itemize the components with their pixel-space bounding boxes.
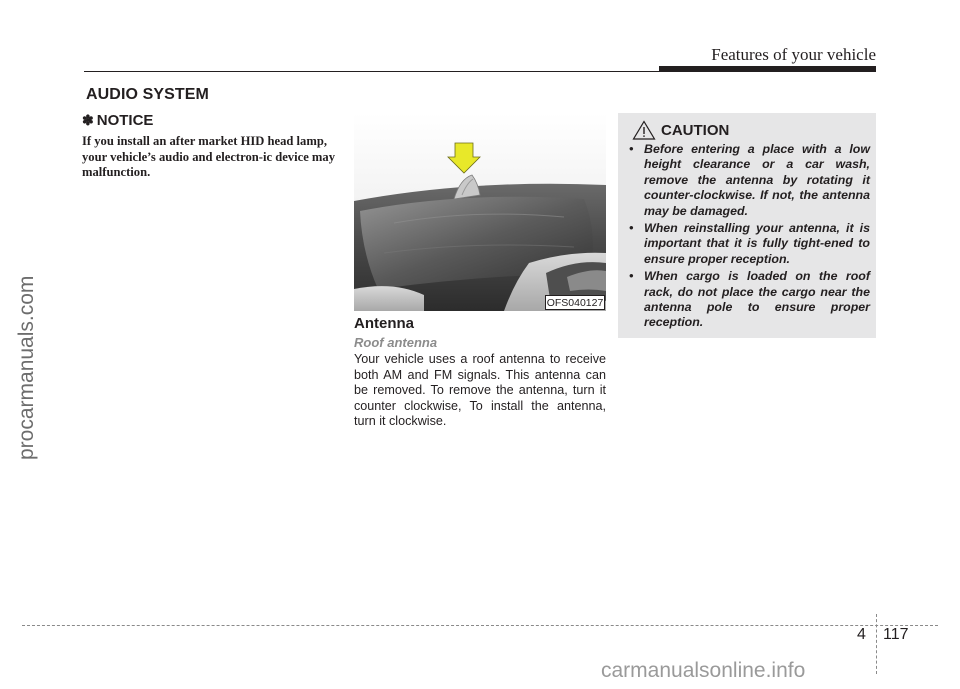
page-number: 117 [883, 626, 909, 643]
antenna-photo [354, 113, 606, 311]
caution-item: • Before entering a place with a low height clearance or a car wash, remove the antenna by rotating it counter-clockwise. If not, the antenna may be damaged. [629, 142, 870, 218]
antenna-heading: Antenna [354, 315, 414, 332]
bottom-watermark: carmanualsonline.info [601, 659, 806, 682]
car-roof-illustration [354, 113, 606, 311]
notice-star-icon: ✽ [82, 112, 94, 128]
caution-title: CAUTION [661, 122, 730, 139]
header-rule-thick [659, 66, 876, 72]
notice-heading [82, 112, 153, 129]
caution-item: • When cargo is loaded on the roof rack, do not place the cargo near the antenna pole to ensure proper reception. [629, 269, 870, 330]
footer-divider [876, 614, 877, 674]
notice-title: NOTICE [96, 112, 154, 129]
section-title: AUDIO SYSTEM [86, 86, 209, 103]
figure-code: OFS040127 [546, 297, 604, 309]
page-header-title: Features of your vehicle [711, 45, 876, 64]
warning-triangle-icon [632, 120, 656, 140]
caution-item: • When reinstalling your antenna, it is important that it is fully tight-ened to ensure proper reception. [629, 221, 870, 266]
antenna-body: Your vehicle uses a roof antenna to receive both AM and FM signals. This antenna can be removed. To remove the antenna, turn it counter clockwise, To install the antenna, turn it clockwise. [354, 352, 606, 429]
footer-rule [22, 625, 938, 626]
antenna-subheading: Roof antenna [354, 335, 438, 350]
chapter-number: 4 [857, 626, 866, 643]
caution-list [627, 142, 870, 333]
side-watermark: procarmanuals.com [15, 275, 38, 460]
header-rule [84, 71, 660, 72]
notice-body: If you install an after market HID head lamp, your vehicle’s audio and electron-ic device may malfunction. [82, 134, 336, 179]
